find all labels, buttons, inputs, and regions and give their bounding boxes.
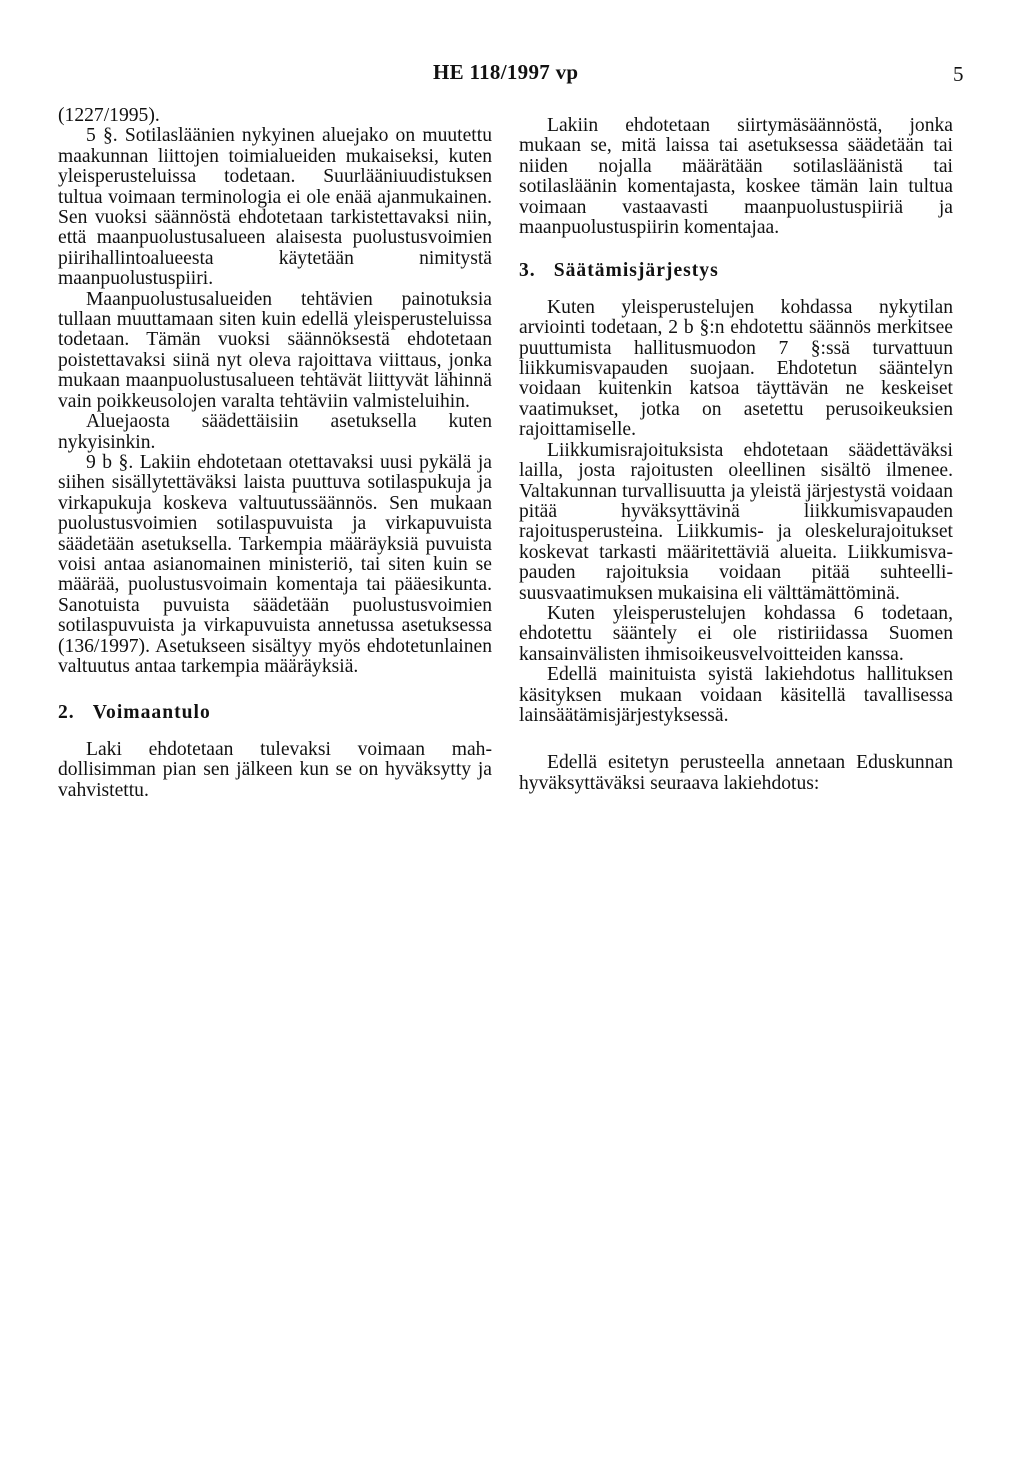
paragraph-lainsaatamisjarjestys: Edellä mainituista syistä lakiehdotus hallituksen käsityksen mukaan voidaan käsitellä tavallisessa lainsäätämisjärjestyksessä. bbox=[519, 664, 953, 726]
paragraph-liikkumisrajoitukset: Liikkumisrajoituksista ehdotetaan säädettäväksi lailla, josta rajoitusten oleellinen sisältö ilmenee. Valtakunnan turvallisuutta ja yleistä järjestystä voidaan pitää hyväksyttävinä liikkumisvapauden rajoitusperusteina. Liikkumis- ja oleskelurajoitukset koskevat tarkasti määritettäviä alueita. Liikkumisvapauden rajoituksia voidaan pitää suhteellisuusvaatimuksen mukaisina eli välttämättöminä. bbox=[519, 439, 953, 604]
paragraph-siirtymasaannos: Lakiin ehdotetaan siirtymäsäännöstä, jonka mukaan se, mitä laissa tai asetuksessa säädetään tai niiden nojalla määrätään sotilasläänistä tai sotilasläänin komentajasta, koskee tämän lain tultua voimaan vastaavasti maanpuolustuspiiriä ja maanpuolustuspiirin komentajaa. bbox=[519, 115, 953, 239]
page-number: 5 bbox=[953, 62, 964, 86]
paragraph-voimaantulo: Laki ehdotetaan tulevaksi voimaan mahdollisimman pian sen jälkeen kun se on hyväksytty ja vahvistettu. bbox=[58, 738, 492, 801]
paragraph-maanpuolustusalueet: Maanpuolustusalueiden tehtävien painotuksia tullaan muuttamaan siten kuin edellä yleisperusteluissa todetaan. Tämän vuoksi säännöksestä ehdotetaan poistettavaksi siinä nyt oleva rajoittava viittaus, jonka mukaan maanpuolustusalueen tehtävät liittyvät lähinnä vain poikkeusolojen varalta tehtäviin valmisteluihin. bbox=[58, 288, 492, 412]
paragraph-ihmisoikeudet: Kuten yleisperustelujen kohdassa 6 todetaan, ehdotettu sääntely ei ole ristiriidassa Suomen kansainvälisten ihmisoikeusvelvoitteiden kanssa. bbox=[519, 602, 953, 665]
paragraph-citation: (1227/1995). bbox=[58, 105, 160, 126]
section-title: Voimaantulo bbox=[92, 702, 211, 724]
paragraph-closing: Edellä esitetyn perusteella annetaan Eduskunnan hyväksyttäväksi seuraava lakiehdotus: bbox=[519, 752, 953, 794]
section-number: 3. bbox=[519, 260, 536, 282]
paragraph-9b-section: 9 b §. Lakiin ehdotetaan otettavaksi uusi pykälä ja siihen sisällytettäväksi laista puuttuva sotilaspukuja ja virkapukuja koskeva valtuutussäännös. Sen mukaan puolustusvoimien sotilaspuvuista ja virkapuvuista säädetään asetuksella. Tarkempia määräyksiä puvuista voisi antaa asianomainen ministeriö, tai siten kuin se määrää, puolustusvoimain komentaja tai pääesikunta. Sanotuista puvuista säädetään puolustusvoimien sotilaspuvuista ja virkapuvuista annetussa asetuksessa (136/1997). Asetukseen sisältyy myös ehdotetunlainen valtuutus antaa tarkempia määräyksiä. bbox=[58, 451, 492, 677]
paragraph-nykytilan-arviointi: Kuten yleisperustelujen kohdassa nykytilan arviointi todetaan, 2 b §:n ehdotettu säännös merkitsee puuttumista hallitusmuodon 7 §:ssä turvattuun liikkumisvapauden suojaan. Ehdotetun sääntelyn voidaan kuitenkin katsoa täyttävän ne keskeiset vaatimukset, jotka on asetettu perusoikeuksien rajoittamiselle. bbox=[519, 296, 953, 441]
section-heading-saatamisjarjestys bbox=[519, 261, 953, 281]
left-column bbox=[58, 106, 492, 801]
section-heading-voimaantulo bbox=[58, 703, 492, 723]
page-header bbox=[0, 60, 1024, 90]
document-title: HE 118/1997 vp bbox=[433, 60, 579, 84]
right-column bbox=[519, 116, 953, 794]
paragraph-5-section: 5 §. Sotilasläänien nykyinen aluejako on muutettu maakunnan liittojen toimialueiden mukaiseksi, kuten yleisperusteluissa todetaan. Suurlääniuudistuksen tultua voimaan terminologia ei ole enää ajanmukainen. Sen vuoksi säännöstä ehdotetaan tarkistettavaksi niin, että maanpuolustusalueen alaisesta puolustusvoimien piirihallintoalueesta käytetään nimitystä maanpuolustuspiiri. bbox=[58, 125, 492, 290]
section-number: 2. bbox=[58, 702, 75, 724]
section-title: Säätämisjärjestys bbox=[553, 260, 719, 282]
paragraph-aluejako: Aluejaosta säädettäisiin asetuksella kuten nykyisinkin. bbox=[58, 411, 492, 453]
